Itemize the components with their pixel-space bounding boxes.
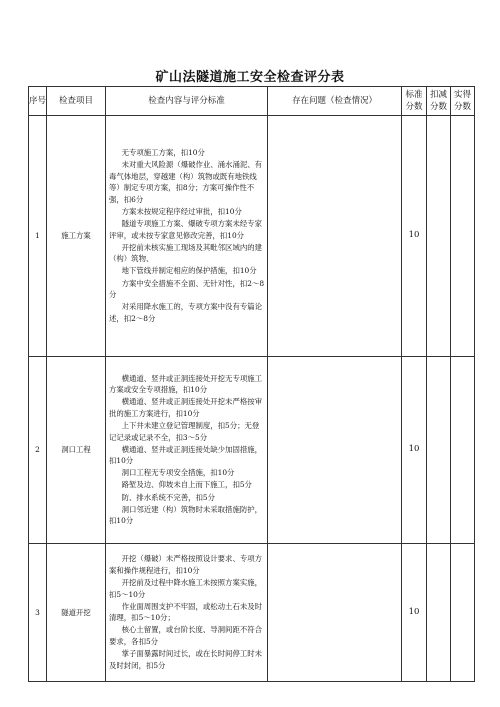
row-deduct-cell[interactable] [427, 544, 451, 682]
inspection-table [28, 86, 475, 682]
criterion-text: 洞口邻近建（构）筑物时未采取措施防护，扣10分 [109, 504, 263, 526]
criterion-text: 地下管线并制定相应的保护措施，扣10分 [121, 266, 257, 276]
criterion-text: 横通道、竖井或正洞连接处开挖无专项施工方案或安全专项措施，扣10分 [109, 373, 263, 395]
row-item-name: 施工方案 [47, 116, 106, 357]
row-issues-cell[interactable] [268, 357, 402, 544]
criterion-text: 作业面周围支护不牢固，或松动土石未及时清理，扣5～10分； [109, 601, 263, 623]
table-row [29, 544, 475, 682]
row-issues-cell[interactable] [268, 544, 402, 682]
row-criteria [106, 357, 268, 544]
criterion-text: 横通道、竖井或正洞连接处开挖未严格按审批的施工方案进行，扣10分 [109, 397, 263, 418]
row-actual-cell[interactable] [451, 116, 475, 357]
header-content: 检查内容与评分标准 [106, 87, 268, 116]
header-standard-score: 标准分数 [402, 87, 427, 116]
criterion-text: 洞口工程无专项安全措施，扣10分 [121, 468, 235, 478]
criterion-text: 横通道、竖井或正洞连接处缺少加固措施，扣10分 [109, 444, 263, 466]
criterion-text: 无专项施工方案，扣10分 [121, 148, 205, 158]
page-title: 矿山法隧道施工安全检查评分表 [155, 70, 345, 85]
row-issues-cell[interactable] [268, 116, 402, 357]
criterion-text: 开挖（爆破）未严格按照设计要求、专项方案和操作规程进行，扣10分 [109, 554, 263, 575]
row-actual-cell[interactable] [451, 357, 475, 544]
table-row [29, 357, 475, 544]
row-seq: 2 [29, 357, 47, 544]
header-deduct-score: 扣减分数 [427, 87, 451, 116]
criterion-text: 开挖前及过程中降水施工未按照方案实施，扣5～10分 [109, 577, 263, 599]
header-issues: 存在问题（检查情况） [268, 87, 402, 116]
header-actual-score: 实得分数 [451, 87, 475, 116]
criterion-text: 上下井未建立登记管理制度，扣5分；无登记记录或记录不全，扣3～5分 [109, 421, 260, 442]
criterion-text: 隧道专项施工方案、爆破专项方案未经专家评审，或未按专家意见修改完善，扣10分 [109, 219, 263, 240]
criterion-text: 防、排水系统不完善，扣5分 [121, 492, 215, 502]
row-deduct-cell[interactable] [427, 357, 451, 544]
criterion-text: 方案中安全措施不全面、无针对性，扣2～8分 [109, 278, 265, 300]
row-seq: 3 [29, 544, 47, 682]
row-standard-score: 10 [402, 357, 427, 544]
criterion-text: 掌子面暴露时间过长，或在长时间停工时未及时封闭，扣5分 [109, 649, 263, 670]
criterion-text: 对采用降水施工的，专项方案中没有专篇论述，扣2～8分 [109, 302, 263, 323]
row-item-name: 洞口工程 [47, 357, 106, 544]
row-actual-cell[interactable] [451, 544, 475, 682]
criterion-text: 开挖前未核实施工现场及其毗邻区域内的建（构）筑物、 [109, 242, 263, 264]
criterion-text: 未对重大风险源（爆破作业、涌水涌泥、有毒气体地层，穿越建（构）筑物或既有地铁线等）制定专项方案，扣8分；方案可操作性不强，扣6分 [109, 160, 263, 204]
table-row [29, 116, 475, 357]
row-deduct-cell[interactable] [427, 116, 451, 357]
row-standard-score: 10 [402, 544, 427, 682]
criterion-text: 核心土留置，或台阶长度、导洞间距不符合要求，各扣5分 [109, 625, 263, 646]
criterion-text: 方案未按规定程序经过审批，扣10分 [121, 207, 242, 217]
header-item: 检查项目 [47, 87, 106, 116]
row-standard-score: 10 [402, 116, 427, 357]
header-seq: 序号 [29, 87, 47, 116]
criterion-text: 路堑及边、仰坡未自上而下施工，扣5分 [121, 480, 252, 490]
header-row [29, 87, 475, 116]
row-criteria [106, 116, 268, 357]
row-criteria [106, 544, 268, 682]
row-seq: 1 [29, 116, 47, 357]
row-item-name: 隧道开挖 [47, 544, 106, 682]
